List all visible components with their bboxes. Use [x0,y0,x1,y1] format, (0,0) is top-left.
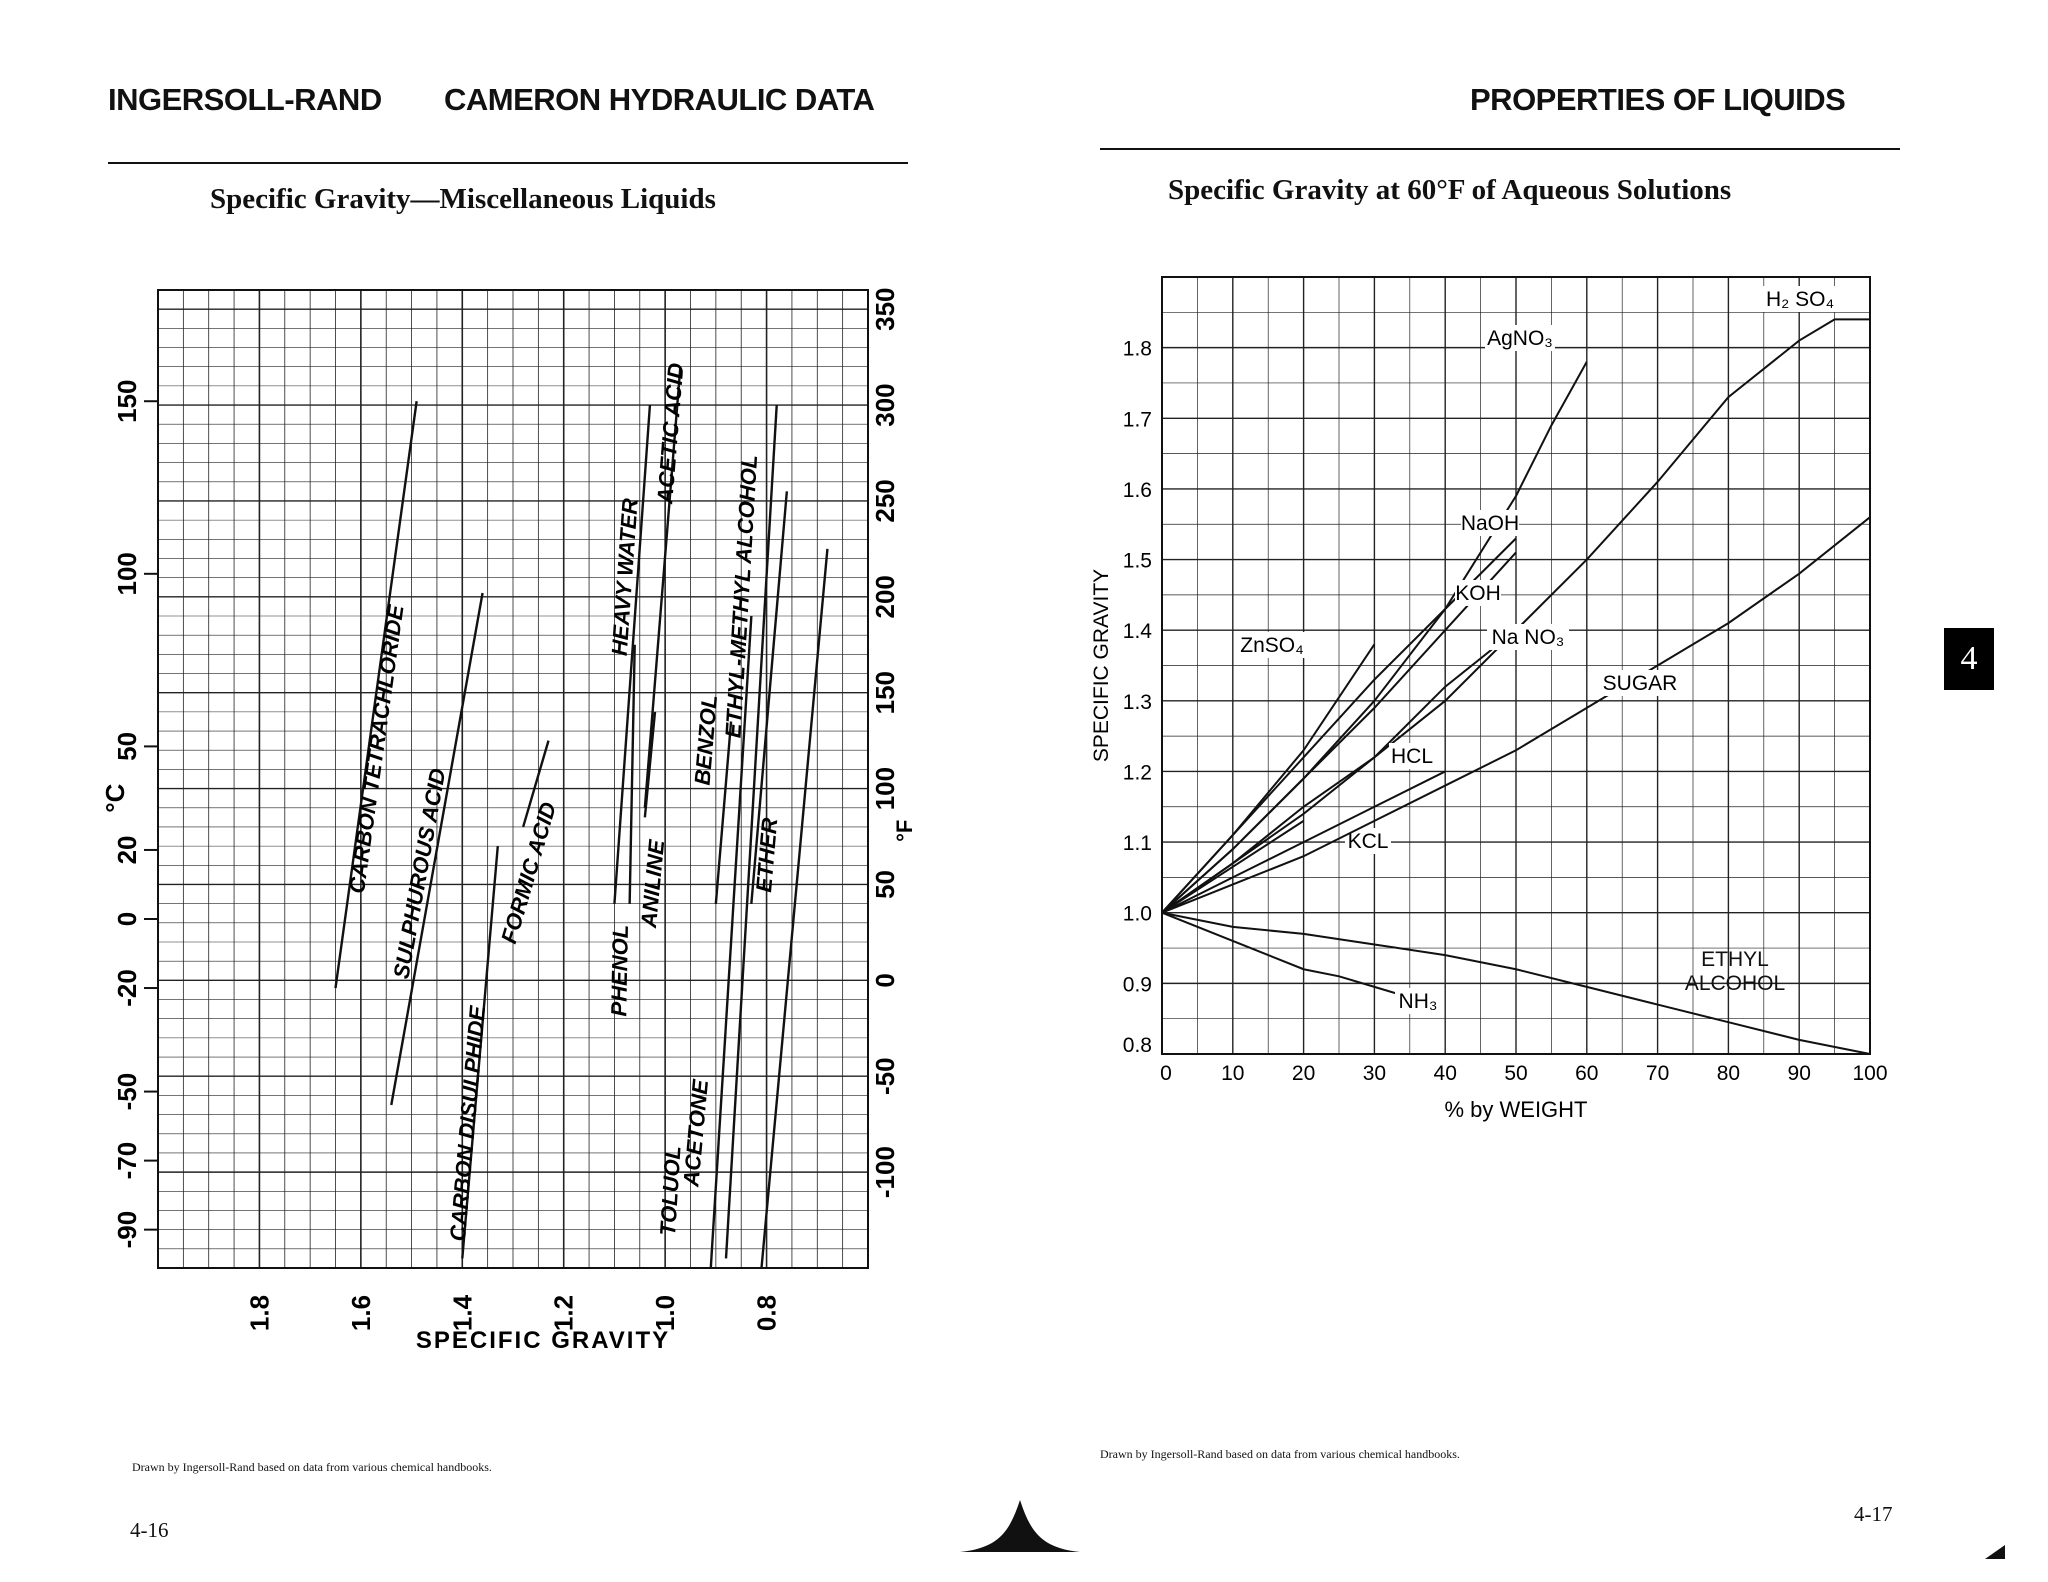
f-tick-label: 50 [870,870,900,899]
f-tick-label: 250 [870,479,900,523]
c-axis-label: °C [100,783,130,813]
right-x-axis-label: % by WEIGHT [1444,1097,1588,1122]
y-tick-label: 0.9 [1122,973,1152,997]
c-tick-label: 50 [112,731,142,761]
f-tick-label: -50 [870,1057,900,1096]
x-tick-label: 30 [1362,1062,1387,1085]
c-tick-label: -50 [112,1072,142,1111]
book-header: CAMERON HYDRAULIC DATA [444,82,875,117]
x-tick-label: 0 [1160,1062,1172,1085]
series-label-acetone: ACETONE [678,1078,714,1188]
series-label-ethyl-alcohol: ETHYL ALCOHOL [1684,948,1786,995]
brand-header: INGERSOLL-RAND [108,82,382,117]
series-label-h-so: H₂ SO₄ [1765,288,1835,311]
series-label-agno: AgNO₃ [1487,327,1553,350]
left-chart-title: Specific Gravity—Miscellaneous Liquids [210,183,716,215]
right-grid [1162,277,1870,1054]
f-tick-label: 100 [870,766,900,811]
y-tick-label: 1.1 [1122,832,1152,856]
f-tick-label: 150 [870,671,900,715]
f-tick-label: 350 [870,287,900,331]
x-tick-label: 1.0 [650,1294,681,1332]
series-label-toluol: TOLUOL [655,1145,686,1237]
left-page-number: 4-16 [130,1518,169,1542]
f-tick-label: 300 [870,383,900,427]
f-tick-label: 0 [870,973,900,988]
c-tick-label: 0 [112,911,142,927]
series-label-benzol: BENZOL [689,693,723,787]
series-label-heavy-water: HEAVY WATER [606,497,643,657]
binding-mark-icon [960,1490,1080,1560]
right-y-axis-label: SPECIFIC GRAVITY [1090,568,1113,763]
x-tick-label: 90 [1787,1062,1811,1085]
series-label-nh: NH₃ [1398,990,1438,1013]
corner-arrow-icon [1985,1545,2005,1561]
right-chart-title: Specific Gravity at 60°F of Aqueous Solutions [1168,174,1732,206]
x-tick-label: 50 [1504,1062,1528,1085]
series-label-hcl: HCL [1390,745,1434,768]
x-tick-label: 1.4 [447,1294,478,1332]
x-tick-label: 10 [1221,1062,1245,1085]
series-label-aniline: ANILINE [635,838,670,929]
x-tick-label: 0.8 [751,1294,782,1332]
series-label-koh: KOH [1455,582,1501,605]
x-tick-label: 70 [1645,1062,1670,1085]
f-tick-label: 200 [870,575,900,619]
y-tick-label: 1.2 [1122,761,1152,785]
series-label-znso: ZnSO₄ [1240,634,1304,657]
y-tick-label: 1.7 [1122,408,1152,432]
series-line-nh [1162,913,1410,998]
x-tick-label: 100 [1852,1062,1888,1085]
x-tick-label: 1.6 [345,1294,376,1332]
series-label-ether: ETHER [751,816,783,894]
right-credit: Drawn by Ingersoll-Rand based on data from various chemical handbooks. [1100,1447,1460,1461]
series-label-acetic-acid: ACETIC ACID [652,361,689,505]
x-tick-label: 40 [1433,1062,1457,1085]
right-page-number: 4-17 [1854,1502,1893,1526]
c-tick-label: -70 [112,1141,142,1180]
y-tick-label: 1.6 [1122,478,1152,502]
c-tick-label: 20 [112,835,142,865]
x-tick-label: 1.2 [548,1294,579,1332]
series-label-kcl: KCL [1347,830,1389,853]
series-label-carbon-disulphide: CARBON DISULPHIDE [444,1004,491,1243]
x-tick-label: 80 [1716,1062,1741,1085]
series-label-formic-acid: FORMIC ACID [496,799,562,947]
left-x-axis-label: SPECIFIC GRAVITY [415,1327,671,1354]
y-tick-label: 1.3 [1122,690,1152,714]
series-label-sulphurous-acid: SULPHUROUS ACID [388,766,451,981]
f-tick-label: -100 [870,1146,900,1199]
series-label-ethyl-methyl-alcohol: ETHYL-METHYL ALCOHOL [720,454,763,739]
series-label-naoh: NaOH [1460,512,1520,535]
section-header: PROPERTIES OF LIQUIDS [1470,82,1846,117]
x-tick-label: 60 [1575,1062,1599,1085]
x-tick-label: 20 [1291,1062,1316,1085]
c-tick-label: -20 [112,969,142,1007]
c-tick-label: 150 [112,379,142,423]
c-tick-label: 100 [112,552,142,596]
y-tick-label: 1.0 [1122,902,1152,926]
section-tab: 4 [1944,628,1994,690]
y-tick-label: 0.8 [1122,1034,1152,1057]
f-axis-label: °F [892,819,917,842]
series-label-carbon-tetrachloride: CARBON TETRACHLORIDE [343,603,409,895]
y-tick-label: 1.4 [1122,620,1152,644]
left-credit: Drawn by Ingersoll-Rand based on data from various chemical handbooks. [132,1460,492,1474]
series-label-na-no: Na NO₃ [1491,626,1565,649]
series-label-sugar: SUGAR [1602,672,1678,695]
c-tick-label: -90 [112,1210,142,1249]
x-tick-label: 1.8 [244,1294,275,1332]
y-tick-label: 1.8 [1122,337,1152,361]
y-tick-label: 1.5 [1122,549,1152,573]
series-label-phenol: PHENOL [606,924,634,1017]
